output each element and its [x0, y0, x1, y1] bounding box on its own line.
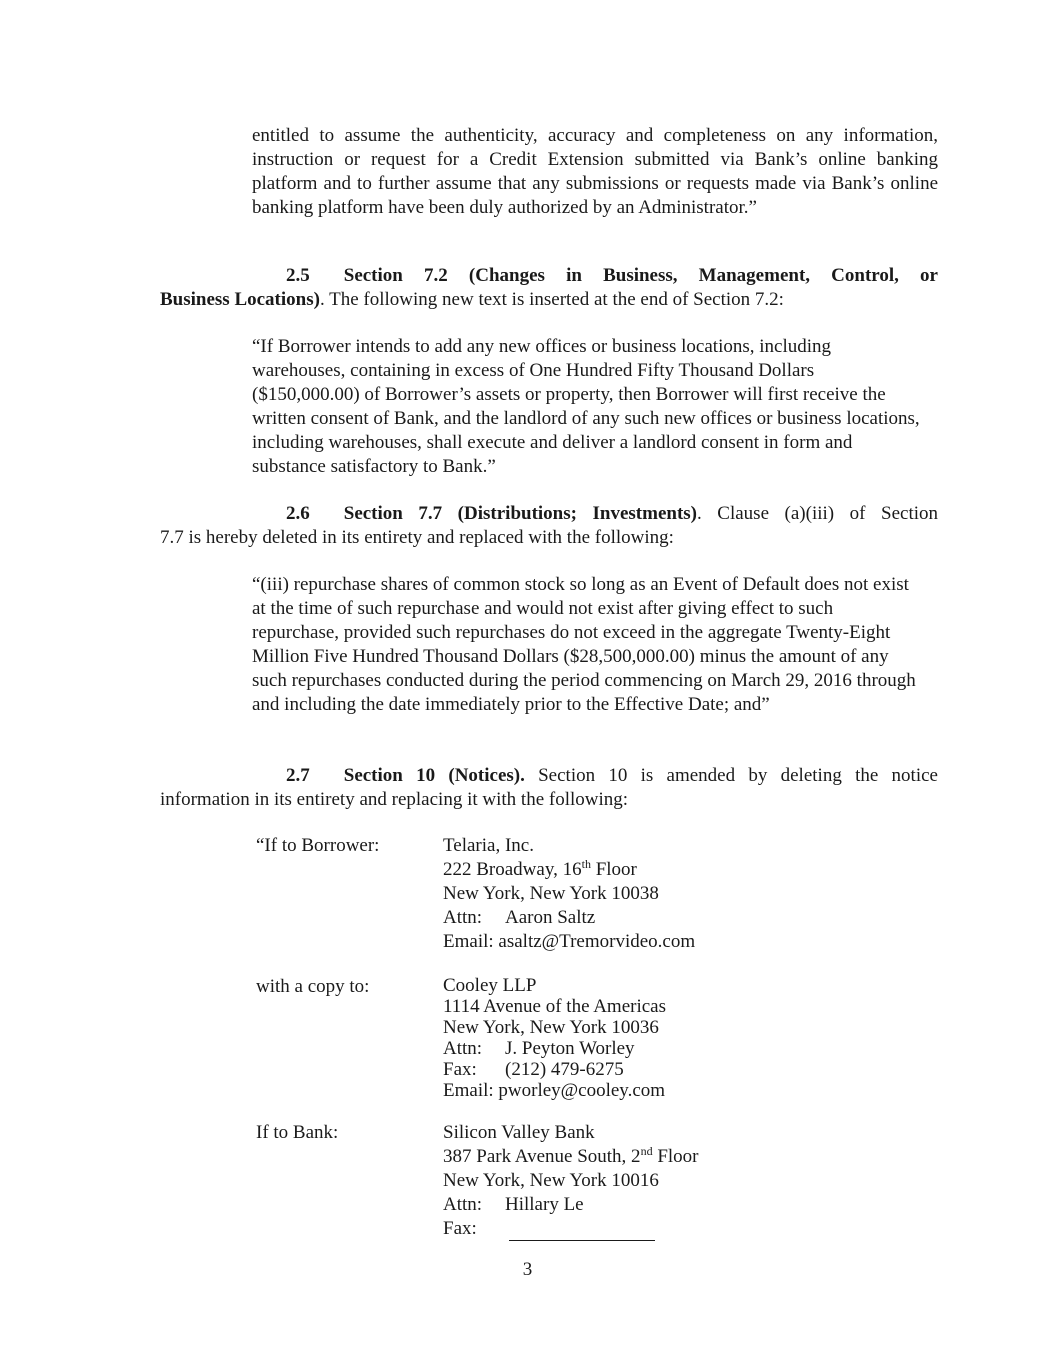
section-2-6-quote: “(iii) repurchase shares of common stock so long as an Event of Default does not exist at the time of such repurchase and would not exist after giving effect to such repurchase, provided such repurchases do not exceed in the aggregate Twenty-Eight Million Five Hundred Thousand Dollars ($28,500,000.00) minus the amount of any such repurchases conducted during the period commencing on March 29, 2016 through and including the date immediately prior to the Effective Date; and”: [252, 574, 916, 715]
bank-address-line1: 387 Park Avenue South, 2nd Floor: [443, 1144, 699, 1167]
opening-quote-paragraph: entitled to assume the authenticity, accuracy and completeness on any information, instruction or request for a Credit Extension submitted via Bank’s online banking platform and to further assume that any submissions or requests made via Bank’s online banking platform have been duly authorized by an Administrator.”: [252, 125, 938, 218]
borrower-address-line1: 222 Broadway, 16th Floor: [443, 857, 637, 880]
borrower-email: Email: asaltz@Tremorvideo.com: [443, 931, 696, 952]
borrower-attn: Attn: Aaron Saltz: [443, 907, 596, 928]
copy-address-line1: 1114 Avenue of the Americas: [443, 996, 667, 1017]
copy-name: Cooley LLP: [443, 975, 537, 996]
copy-email: Email: pworley@cooley.com: [443, 1080, 666, 1101]
bank-fax: Fax:: [443, 1217, 699, 1241]
section-2-7-first-line: [160, 764, 938, 788]
copy-attn: Attn: J. Peyton Worley: [443, 1038, 635, 1059]
section-heading: Section 7.2 (Changes in Business, Management, Control, or: [343, 265, 938, 286]
bank-name: Silicon Valley Bank: [443, 1122, 595, 1143]
notice-borrower-block: [443, 834, 695, 954]
bank-address-line2: New York, New York 10016: [443, 1170, 659, 1191]
notice-copy-block: [443, 975, 666, 1101]
section-body-continued: 7.7 is hereby deleted in its entirety and replaced with the following:: [160, 527, 674, 548]
section-2-5: [160, 264, 938, 312]
bank-attn: Attn: Hillary Le: [443, 1194, 584, 1215]
borrower-name: Telaria, Inc.: [443, 835, 534, 856]
section-body: Section 10 is amended by deleting the notice: [524, 765, 938, 786]
page-number: 3: [522, 1259, 533, 1280]
notice-copy-label: with a copy to:: [256, 976, 370, 997]
section-2-5-first-line: [160, 264, 938, 288]
copy-fax: Fax: (212) 479-6275: [443, 1059, 624, 1080]
section-heading: Section 7.7 (Distributions; Investments): [343, 503, 697, 524]
fax-blank-line: [509, 1224, 655, 1241]
borrower-address-line2: New York, New York 10038: [443, 883, 659, 904]
section-heading: Section 10 (Notices).: [343, 765, 525, 786]
section-number: 2.5: [286, 265, 310, 286]
section-2-6-first-line: [160, 502, 938, 526]
section-body: . Clause (a)(iii) of Section: [697, 503, 939, 524]
notice-bank-block: [443, 1121, 699, 1241]
copy-address-line2: New York, New York 10036: [443, 1017, 659, 1038]
section-heading-continued: Business Locations): [160, 289, 320, 310]
section-2-7: [160, 764, 938, 812]
section-body-continued: information in its entirety and replacing it with the following:: [160, 789, 629, 810]
section-number: 2.7: [286, 765, 310, 786]
section-2-5-quote: “If Borrower intends to add any new offices or business locations, including warehouses, containing in excess of One Hundred Fifty Thousand Dollars ($150,000.00) of Borrower’s assets or property, then Borrower will first receive the written consent of Bank, and the landlord of any such new offices or business locations, including warehouses, shall execute and deliver a landlord consent in form and substance satisfactory to Bank.”: [252, 336, 920, 477]
section-body: . The following new text is inserted at the end of Section 7.2:: [319, 289, 784, 310]
section-number: 2.6: [286, 503, 310, 524]
notice-borrower-label: “If to Borrower:: [256, 835, 380, 856]
notice-bank-label: If to Bank:: [256, 1122, 339, 1143]
section-2-6: [160, 502, 938, 550]
